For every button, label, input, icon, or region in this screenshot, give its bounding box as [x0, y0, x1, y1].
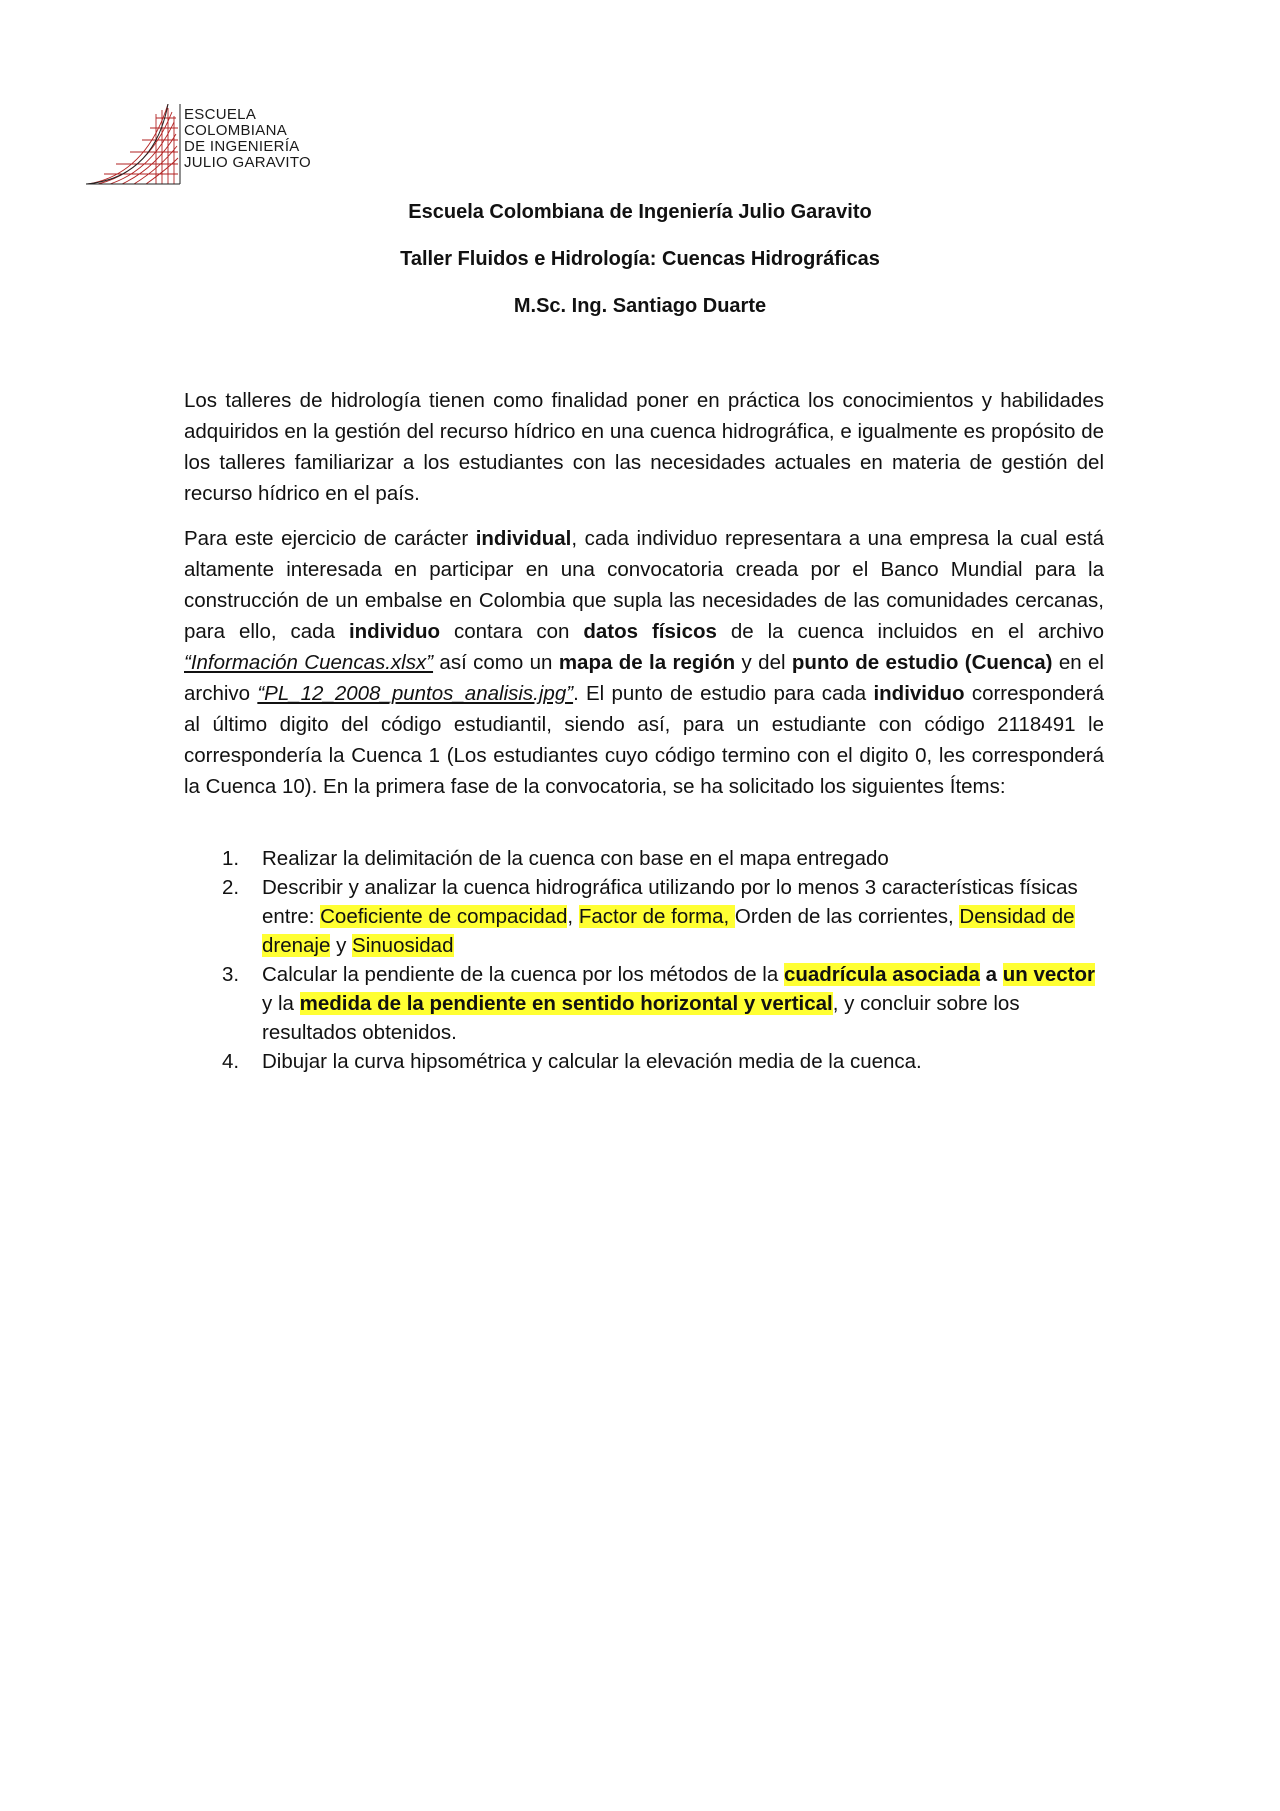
text-run: contara con	[440, 620, 584, 643]
text-run: , cada individuo representara a una empresa la cual está altamente interesada en participar en una convocatoria creada por el Banco Mundial para la construcción de un embalse en Colombia que supla las necesidades de las comunidades cercanas, para ello, cada	[184, 527, 1105, 643]
course-title: Taller Fluidos e Hidrología: Cuencas Hidrográficas	[400, 248, 880, 270]
text-run: Orden de las corrientes,	[734, 905, 960, 928]
text-run: Describir y analizar la cuenca hidrográfica utilizando por lo menos 3 características físicas entre:	[262, 876, 1078, 928]
institution-title: Escuela Colombiana de Ingeniería Julio Garavito	[408, 201, 872, 223]
list-item	[184, 1047, 1104, 1076]
logo-wordmark	[184, 107, 311, 171]
highlighted-term: un vector	[1002, 963, 1096, 986]
highlighted-term: Densidad de drenaje	[262, 905, 1075, 957]
highlighted-term: cuadrícula asociada	[783, 963, 980, 986]
text-run: . El punto de estudio para cada	[573, 682, 874, 705]
text-run: en el archivo	[184, 651, 1104, 705]
text-run: Calcular la pendiente de la cuenca por los métodos de la	[262, 963, 784, 986]
institution-logo	[86, 104, 326, 188]
bold-run: punto de estudio (Cuenca)	[791, 651, 1053, 674]
item-text: Realizar la delimitación de la cuenca con base en el mapa entregado	[262, 847, 889, 870]
logo-line: COLOMBIANA	[184, 122, 288, 139]
logo-line: ESCUELA	[184, 106, 257, 123]
bold-run: datos físicos	[583, 620, 717, 643]
logo-line: DE INGENIERÍA	[184, 138, 300, 155]
item-text: Dibujar la curva hipsométrica y calcular la elevación media de la cuenca.	[262, 1050, 922, 1073]
logo-emblem-icon	[86, 104, 186, 188]
professor-name: M.Sc. Ing. Santiago Duarte	[513, 295, 767, 317]
text-run: y la	[262, 992, 300, 1015]
list-item	[184, 873, 1104, 960]
highlighted-term: Coeficiente de compacidad	[320, 905, 568, 928]
document-body	[184, 385, 1104, 1076]
item-number: 2.	[222, 876, 240, 899]
bold-run: a	[979, 963, 1003, 986]
highlighted-term: medida de la pendiente en sentido horizontal y vertical	[299, 992, 833, 1015]
bold-run: mapa de la región	[558, 651, 736, 674]
highlighted-term: Factor de forma,	[578, 905, 735, 928]
item-number: 3.	[222, 963, 240, 986]
items-list	[184, 844, 1104, 1076]
text-run: y del	[735, 651, 792, 674]
item-number: 4.	[222, 1050, 240, 1073]
instructions-paragraph	[184, 523, 1104, 802]
logo-line: JULIO GARAVITO	[184, 154, 312, 171]
document-header	[0, 200, 1280, 341]
list-item	[184, 960, 1104, 1047]
text-run: así como un	[433, 651, 559, 674]
text-run: Para este ejercicio de carácter	[184, 527, 476, 550]
highlighted-term: Sinuosidad	[352, 934, 454, 957]
bold-run: individuo	[873, 682, 965, 705]
intro-paragraph: Los talleres de hidrología tienen como finalidad poner en práctica los conocimientos y habilidades adquiridos en la gestión del recurso hídrico en una cuenca hidrográfica, e igualmente es propósito de los talleres familiarizar a los estudiantes con las necesidades actuales en materia de gestión del recurso hídrico en el país.	[184, 389, 1104, 505]
file-name-xlsx: “Información Cuencas.xlsx”	[184, 651, 434, 674]
text-run: ,	[567, 905, 579, 928]
text-run: , y concluir sobre los resultados obtenidos.	[262, 992, 1020, 1044]
text-run: corresponderá al último digito del código estudiantil, siendo así, para un estudiante con código 2118491 le correspondería la Cuenca 1 (Los estudiantes cuyo código termino con el digito 0, les corresponderá la Cuenca 10). En la primera fase de la convocatoria, se ha solicitado los siguientes Ítems:	[184, 682, 1105, 798]
bold-run: individual	[475, 527, 572, 550]
text-run: de la cuenca incluidos en el archivo	[716, 620, 1105, 643]
item-number: 1.	[222, 847, 240, 870]
file-name-jpg: “PL_12_2008_puntos_analisis.jpg”	[257, 682, 574, 705]
list-item	[184, 844, 1104, 873]
text-run: y	[330, 934, 353, 957]
bold-run: individuo	[348, 620, 441, 643]
